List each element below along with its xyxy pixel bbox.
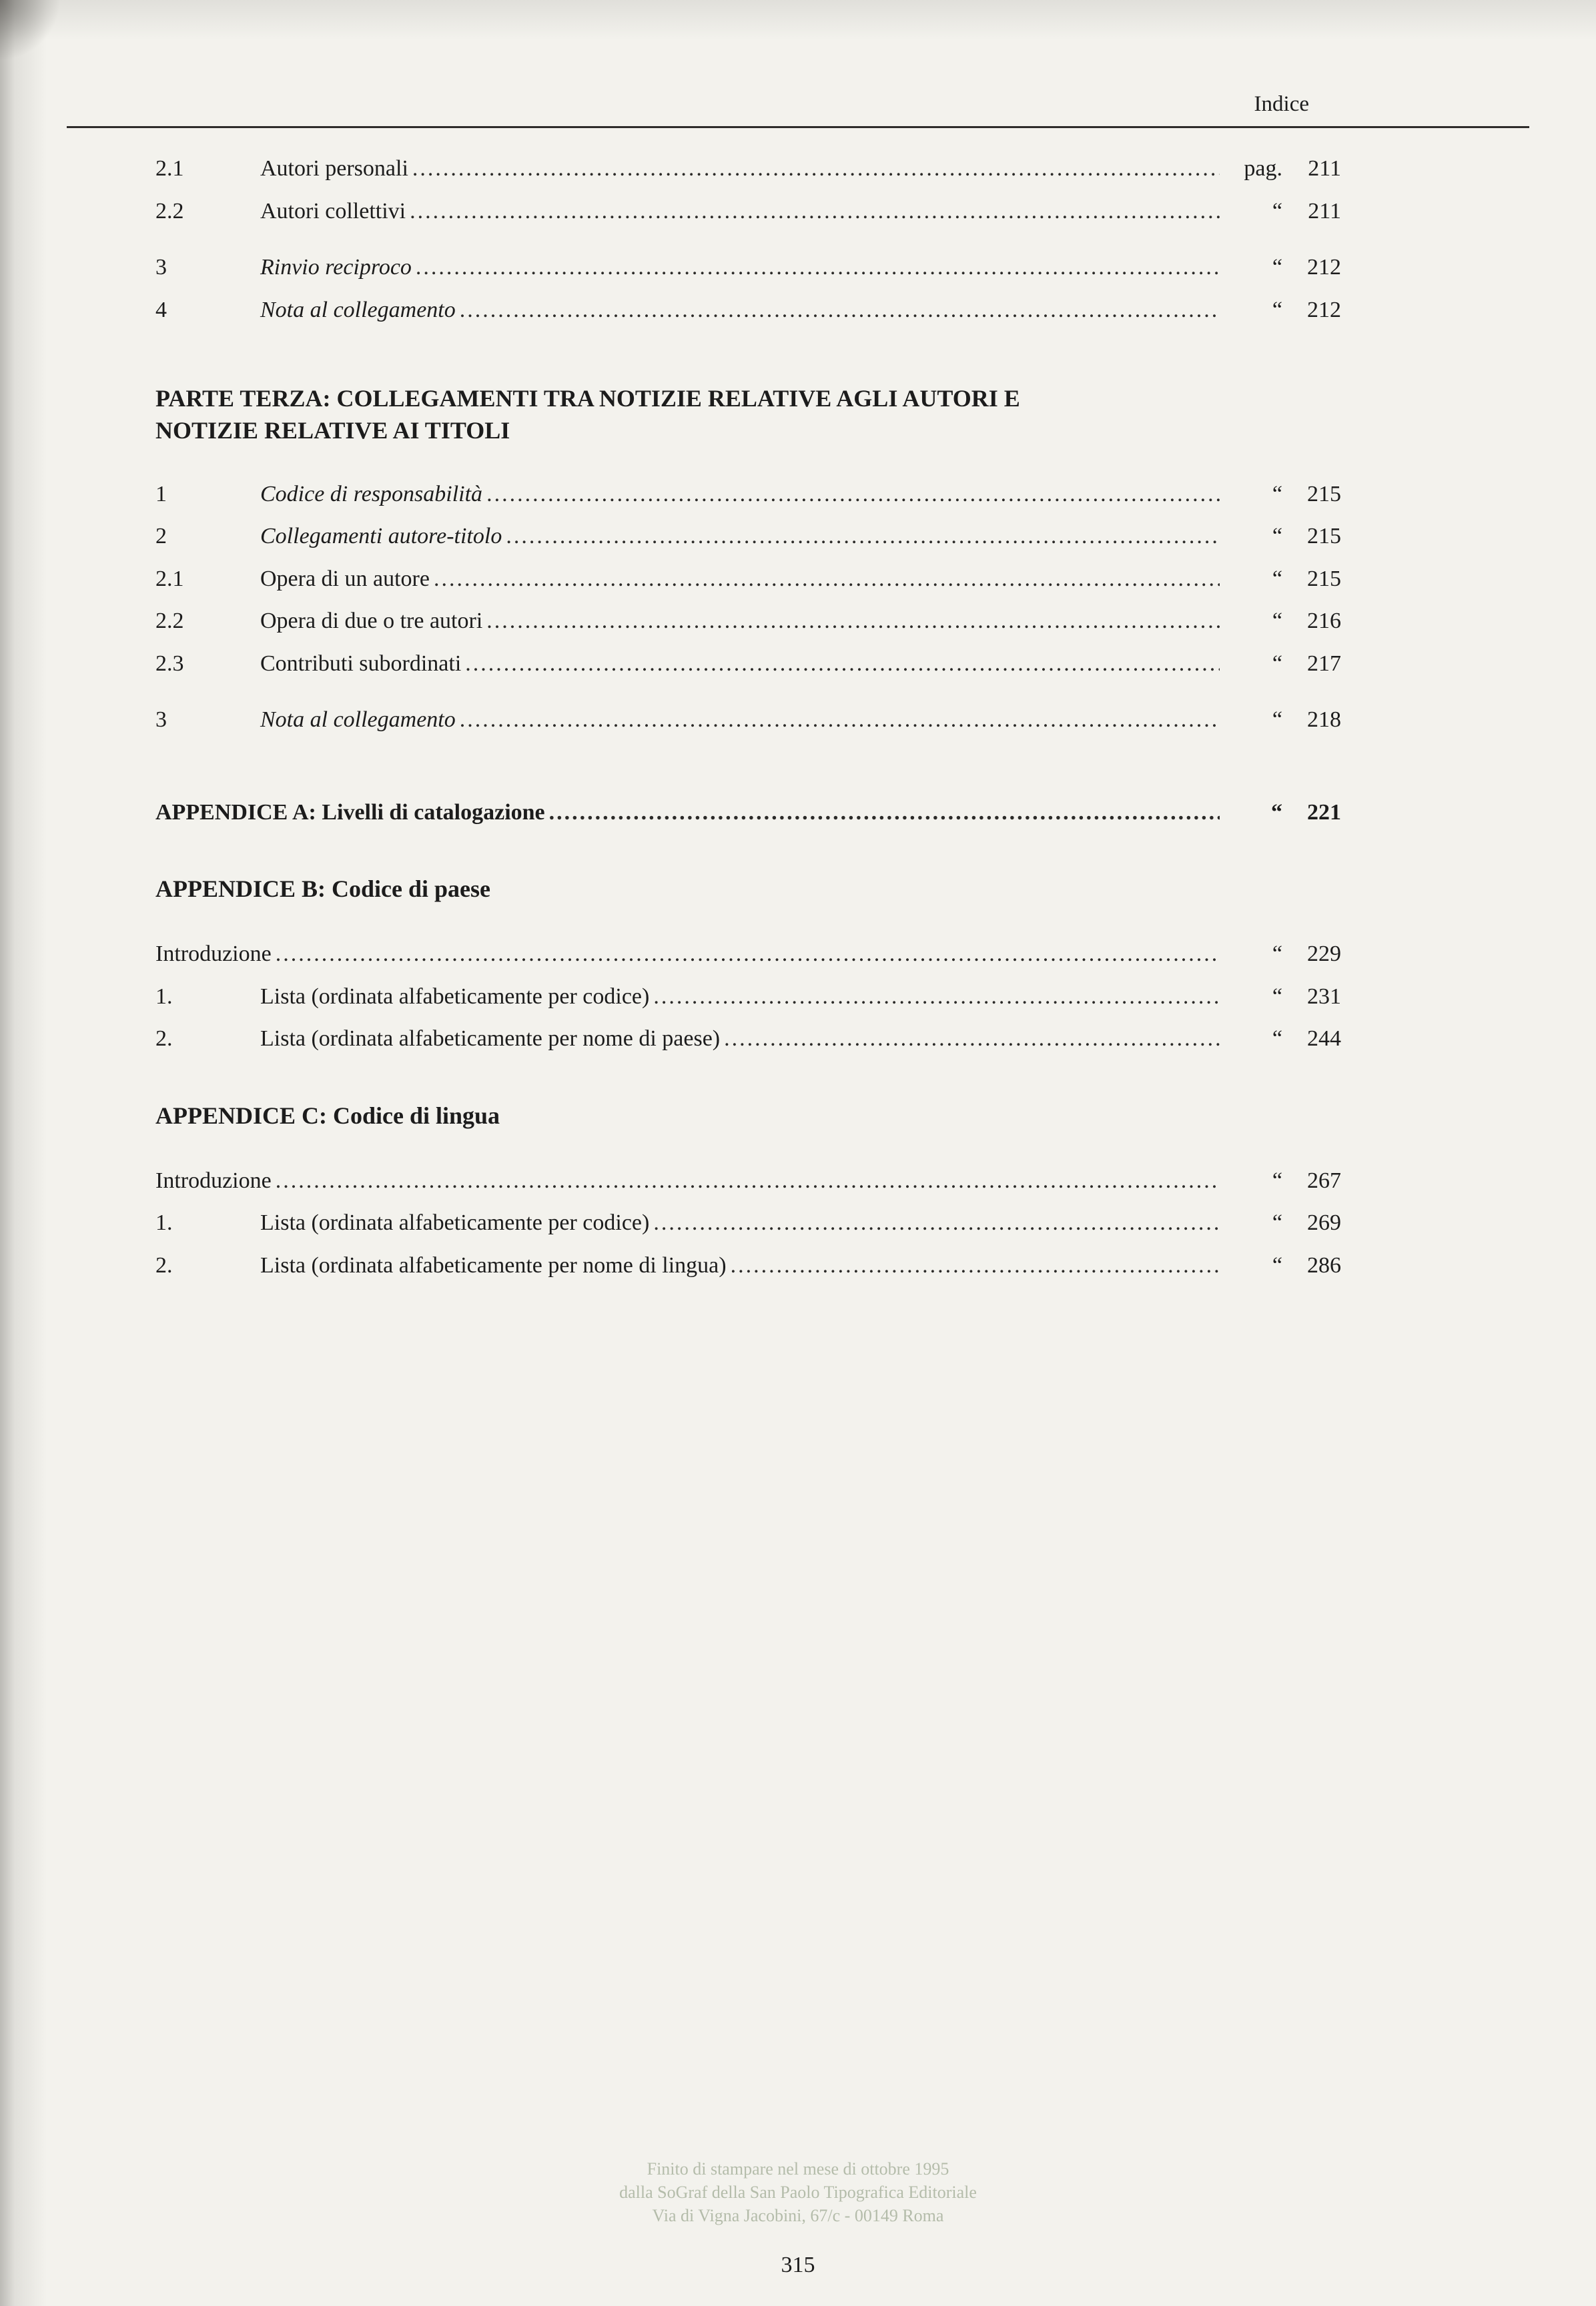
row-title: Autori collettivi	[260, 198, 406, 224]
ditto-mark: “	[1272, 1026, 1282, 1052]
page-ref: 221	[1307, 799, 1341, 825]
ditto-mark: “	[1272, 1252, 1282, 1278]
row-number: 1.	[155, 1210, 173, 1236]
ditto-mark: “	[1272, 707, 1282, 733]
row-title: Contributi subordinati	[260, 651, 462, 676]
page-abbrev: pag.	[1244, 156, 1282, 181]
ditto-mark: “	[1272, 1168, 1282, 1193]
page-ref: 244	[1307, 1026, 1341, 1052]
ditto-mark: “	[1272, 198, 1282, 224]
page-ref: 211	[1308, 156, 1341, 181]
row-title: Lista (ordinata alfabeticamente per codice)	[260, 1210, 650, 1236]
row-number: 2.	[155, 1026, 173, 1052]
ditto-mark: “	[1272, 297, 1282, 322]
colophon-line1: Finito di stampare nel mese di ottobre 1995	[647, 2159, 949, 2179]
page-ref: 215	[1307, 566, 1341, 591]
colophon	[0, 2157, 1596, 2227]
table-row	[155, 522, 1341, 551]
leader-dots	[412, 155, 1220, 183]
section-heading-line2: NOTIZIE RELATIVE AI TITOLI	[155, 416, 510, 444]
leader-dots	[416, 254, 1220, 282]
row-title: APPENDICE A: Livelli di catalogazione	[155, 799, 545, 825]
ditto-mark: “	[1272, 941, 1282, 967]
page-number: 315	[781, 2253, 815, 2277]
table-row	[155, 1209, 1341, 1238]
table-row	[155, 480, 1341, 509]
ditto-mark: “	[1272, 255, 1282, 280]
page-ref: 215	[1307, 481, 1341, 506]
page-ref: 217	[1307, 651, 1341, 676]
row-number: 3	[155, 707, 167, 733]
row-title: Opera di due o tre autori	[260, 609, 483, 634]
row-number: 2.1	[155, 156, 184, 181]
row-title: Nota al collegamento	[260, 707, 456, 733]
page-ref: 269	[1307, 1210, 1341, 1236]
colophon-line2: dalla SoGraf della San Paolo Tipografica Editoriale	[619, 2182, 977, 2202]
row-title: Introduzione	[155, 1168, 272, 1193]
row-number: 2.3	[155, 651, 184, 676]
row-number: 4	[155, 297, 167, 322]
ditto-mark: “	[1272, 566, 1282, 591]
table-row	[155, 198, 1341, 226]
page-ref: 212	[1307, 297, 1341, 322]
table-row	[155, 706, 1341, 735]
page-ref: 211	[1308, 198, 1341, 224]
leader-dots	[460, 296, 1220, 325]
row-title: Introduzione	[155, 941, 272, 967]
leader-dots	[506, 522, 1220, 551]
row-title: Lista (ordinata alfabeticamente per nome di paese)	[260, 1026, 721, 1052]
ditto-mark: “	[1272, 1210, 1282, 1236]
page-ref: 229	[1307, 941, 1341, 967]
row-title: Lista (ordinata alfabeticamente per nome di lingua)	[260, 1252, 727, 1278]
leader-dots	[465, 650, 1220, 679]
table-row	[155, 1167, 1341, 1196]
page-ref: 212	[1307, 255, 1341, 280]
leader-dots	[486, 480, 1220, 509]
row-number: 1.	[155, 984, 173, 1009]
row-number: 2.2	[155, 609, 184, 634]
table-row	[155, 607, 1341, 636]
ditto-mark: “	[1272, 524, 1282, 549]
row-title: Autori personali	[260, 156, 408, 181]
row-title: Nota al collegamento	[260, 297, 456, 322]
table-row	[155, 983, 1341, 1012]
leader-dots	[276, 940, 1220, 969]
page-ref: 286	[1307, 1252, 1341, 1278]
row-number: 3	[155, 255, 167, 280]
row-title: Lista (ordinata alfabeticamente per codice)	[260, 984, 650, 1009]
page-ref: 215	[1307, 524, 1341, 549]
page-ref: 231	[1307, 984, 1341, 1009]
page-ref: 267	[1307, 1168, 1341, 1193]
leader-dots	[549, 799, 1220, 827]
table-row	[155, 155, 1341, 183]
section-heading-line1: PARTE TERZA: COLLEGAMENTI TRA NOTIZIE RELATIVE AGLI AUTORI E	[155, 385, 1020, 412]
running-header	[0, 0, 1596, 117]
leader-dots	[410, 198, 1220, 226]
row-number: 2	[155, 524, 167, 549]
page-ref: 218	[1307, 707, 1341, 733]
row-title: Rinvio reciproco	[260, 255, 412, 280]
row-title: Collegamenti autore-titolo	[260, 524, 502, 549]
leader-dots	[731, 1252, 1220, 1280]
ditto-mark: “	[1272, 481, 1282, 506]
row-title: Codice di responsabilità	[260, 481, 483, 506]
row-number: 1	[155, 481, 167, 506]
leader-dots	[653, 1209, 1220, 1238]
section-heading-appendice-b: APPENDICE B: Codice di paese	[155, 875, 490, 903]
table-row	[155, 650, 1341, 679]
leader-dots	[434, 565, 1220, 594]
table-row-appendice-a	[155, 799, 1341, 827]
table-row	[155, 565, 1341, 594]
ditto-mark: “	[1272, 609, 1282, 634]
table-row	[155, 1252, 1341, 1280]
table-row	[155, 254, 1341, 282]
page-ref: 216	[1307, 609, 1341, 634]
row-number: 2.1	[155, 566, 184, 591]
colophon-line3: Via di Vigna Jacobini, 67/c - 00149 Roma	[652, 2205, 944, 2225]
leader-dots	[653, 983, 1220, 1012]
row-number: 2.	[155, 1252, 173, 1278]
ditto-mark: “	[1272, 984, 1282, 1009]
leader-dots	[276, 1167, 1220, 1196]
section-heading-appendice-c: APPENDICE C: Codice di lingua	[155, 1102, 500, 1129]
ditto-mark: “	[1271, 799, 1282, 825]
ditto-mark: “	[1272, 651, 1282, 676]
table-row	[155, 1025, 1341, 1054]
table-of-contents	[0, 128, 1596, 1280]
row-title: Opera di un autore	[260, 566, 430, 591]
section-heading-parte-terza	[155, 383, 1341, 447]
table-row	[155, 296, 1341, 325]
leader-dots	[724, 1025, 1220, 1054]
leader-dots	[460, 706, 1220, 735]
leader-dots	[486, 607, 1220, 636]
header-label: Indice	[1254, 92, 1309, 116]
table-row	[155, 940, 1341, 969]
row-number: 2.2	[155, 198, 184, 224]
